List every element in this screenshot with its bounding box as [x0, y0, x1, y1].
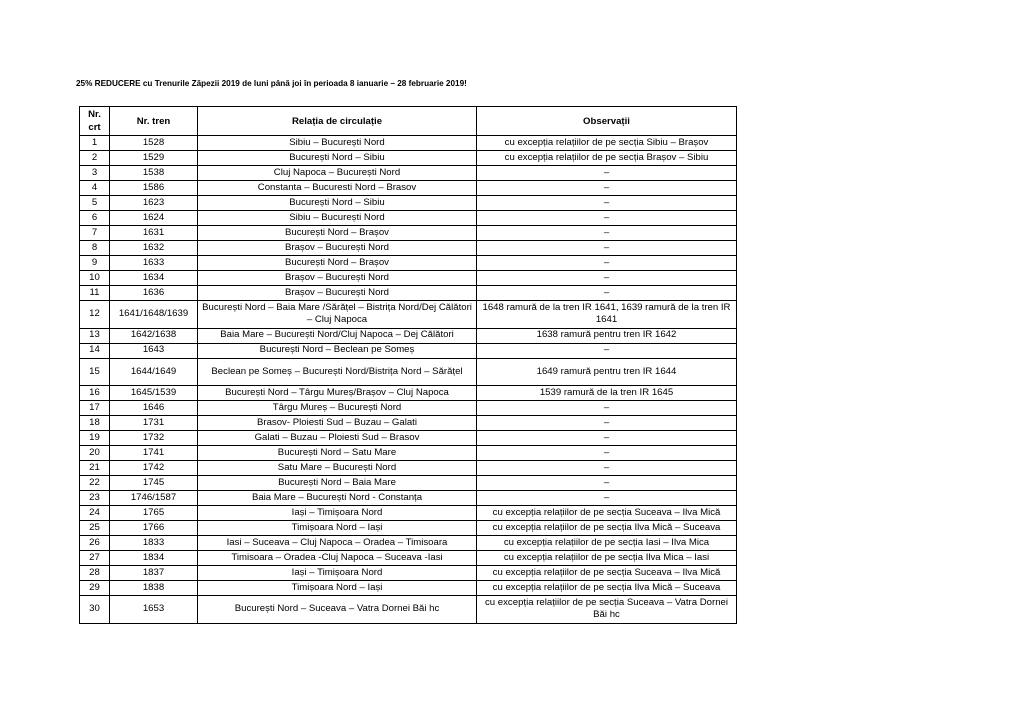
- cell-nr-crt: 8: [80, 241, 110, 256]
- cell-nr-tren: 1646: [110, 401, 198, 416]
- table-row: [80, 581, 737, 596]
- cell-nr-tren: 1833: [110, 536, 198, 551]
- cell-nr-crt: 5: [80, 196, 110, 211]
- header-nr-crt: Nr. crt: [80, 107, 110, 136]
- cell-relatia: Brasov- Ploiesti Sud – Buzau – Galati: [198, 416, 477, 431]
- cell-nr-crt: 13: [80, 328, 110, 343]
- cell-observatii: –: [477, 196, 737, 211]
- cell-observatii: 1649 ramură pentru tren IR 1644: [477, 358, 737, 386]
- cell-observatii: –: [477, 401, 737, 416]
- header-nr-tren: Nr. tren: [110, 107, 198, 136]
- cell-nr-crt: 26: [80, 536, 110, 551]
- cell-relatia: Brașov – București Nord: [198, 241, 477, 256]
- table-header-row: [80, 107, 737, 136]
- table-row: [80, 343, 737, 358]
- table-row: [80, 416, 737, 431]
- cell-nr-crt: 6: [80, 211, 110, 226]
- cell-nr-tren: 1838: [110, 581, 198, 596]
- cell-relatia: Beclean pe Someș – București Nord/Bistrița Nord – Sărățel: [198, 358, 477, 386]
- cell-nr-crt: 17: [80, 401, 110, 416]
- cell-nr-tren: 1741: [110, 446, 198, 461]
- cell-nr-tren: 1745: [110, 476, 198, 491]
- table-body: [80, 136, 737, 624]
- cell-nr-tren: 1642/1638: [110, 328, 198, 343]
- cell-nr-tren: 1529: [110, 151, 198, 166]
- cell-nr-tren: 1837: [110, 566, 198, 581]
- cell-relatia: București Nord – Sibiu: [198, 196, 477, 211]
- cell-nr-tren: 1641/1648/1639: [110, 301, 198, 329]
- cell-nr-crt: 12: [80, 301, 110, 329]
- cell-nr-crt: 10: [80, 271, 110, 286]
- cell-nr-crt: 14: [80, 343, 110, 358]
- table-row: [80, 286, 737, 301]
- cell-relatia: Târgu Mureș – București Nord: [198, 401, 477, 416]
- cell-nr-tren: 1732: [110, 431, 198, 446]
- cell-observatii: –: [477, 256, 737, 271]
- cell-observatii: cu excepția relațiilor de pe secția Ilva Mica – Iasi: [477, 551, 737, 566]
- cell-relatia: București Nord – Baia Mare /Sărățel – Bistrița Nord/Dej Călători – Cluj Napoca: [198, 301, 477, 329]
- cell-nr-crt: 28: [80, 566, 110, 581]
- cell-relatia: Timișoara Nord – Iași: [198, 581, 477, 596]
- cell-relatia: București Nord – Baia Mare: [198, 476, 477, 491]
- cell-observatii: 1539 ramură de la tren IR 1645: [477, 386, 737, 401]
- cell-observatii: cu excepția relațiilor de pe secția Suceava – Ilva Mică: [477, 566, 737, 581]
- cell-nr-crt: 18: [80, 416, 110, 431]
- cell-observatii: –: [477, 491, 737, 506]
- cell-observatii: cu excepția relațiilor de pe secția Ilva Mică – Suceava: [477, 521, 737, 536]
- document-title: 25% REDUCERE cu Trenurile Zăpezii 2019 de luni până joi în perioada 8 ianuarie – 28 februarie 2019!: [76, 79, 467, 88]
- cell-nr-tren: 1834: [110, 551, 198, 566]
- cell-nr-tren: 1742: [110, 461, 198, 476]
- cell-observatii: cu excepția relațiilor de pe secția Suceava – Vatra Dornei Băi hc: [477, 596, 737, 624]
- table-row: [80, 196, 737, 211]
- cell-observatii: –: [477, 416, 737, 431]
- cell-observatii: –: [477, 286, 737, 301]
- cell-relatia: Timisoara – Oradea -Cluj Napoca – Suceava -Iasi: [198, 551, 477, 566]
- table-row: [80, 136, 737, 151]
- cell-nr-tren: 1643: [110, 343, 198, 358]
- cell-nr-tren: 1633: [110, 256, 198, 271]
- table-row: [80, 401, 737, 416]
- header-observatii: Observații: [477, 107, 737, 136]
- table-row: [80, 181, 737, 196]
- cell-nr-crt: 21: [80, 461, 110, 476]
- cell-relatia: București Nord – Satu Mare: [198, 446, 477, 461]
- table-row: [80, 211, 737, 226]
- cell-nr-tren: 1731: [110, 416, 198, 431]
- table-row: [80, 536, 737, 551]
- cell-observatii: –: [477, 343, 737, 358]
- cell-nr-tren: 1644/1649: [110, 358, 198, 386]
- header-relatia: Relația de circulație: [198, 107, 477, 136]
- cell-observatii: –: [477, 226, 737, 241]
- cell-observatii: –: [477, 166, 737, 181]
- table-row: [80, 241, 737, 256]
- cell-observatii: cu excepția relațiilor de pe secția Sibiu – Brașov: [477, 136, 737, 151]
- cell-nr-crt: 3: [80, 166, 110, 181]
- cell-nr-tren: 1632: [110, 241, 198, 256]
- table-row: [80, 386, 737, 401]
- cell-relatia: Iași – Timișoara Nord: [198, 506, 477, 521]
- cell-observatii: –: [477, 211, 737, 226]
- cell-nr-crt: 7: [80, 226, 110, 241]
- cell-relatia: București Nord – Brașov: [198, 226, 477, 241]
- cell-observatii: –: [477, 446, 737, 461]
- cell-relatia: Satu Mare – București Nord: [198, 461, 477, 476]
- cell-observatii: cu excepția relațiilor de pe secția Ilva Mică – Suceava: [477, 581, 737, 596]
- cell-relatia: Baia Mare – București Nord/Cluj Napoca – Dej Călători: [198, 328, 477, 343]
- table-row: [80, 566, 737, 581]
- cell-observatii: cu excepția relațiilor de pe secția Suceava – Ilva Mică: [477, 506, 737, 521]
- cell-relatia: Brașov – București Nord: [198, 286, 477, 301]
- cell-nr-crt: 23: [80, 491, 110, 506]
- table-row: [80, 446, 737, 461]
- cell-observatii: –: [477, 461, 737, 476]
- cell-observatii: –: [477, 271, 737, 286]
- cell-relatia: Brașov – București Nord: [198, 271, 477, 286]
- table-row: [80, 506, 737, 521]
- cell-nr-tren: 1636: [110, 286, 198, 301]
- table-row: [80, 166, 737, 181]
- cell-nr-crt: 4: [80, 181, 110, 196]
- cell-nr-crt: 27: [80, 551, 110, 566]
- cell-observatii: 1638 ramură pentru tren IR 1642: [477, 328, 737, 343]
- table-row: [80, 328, 737, 343]
- cell-relatia: Timișoara Nord – Iași: [198, 521, 477, 536]
- cell-relatia: Iasi – Suceava – Cluj Napoca – Oradea – Timisoara: [198, 536, 477, 551]
- cell-nr-crt: 16: [80, 386, 110, 401]
- trains-table: [79, 106, 737, 624]
- cell-relatia: București Nord – Târgu Mureș/Brașov – Cluj Napoca: [198, 386, 477, 401]
- cell-nr-crt: 25: [80, 521, 110, 536]
- table-row: [80, 271, 737, 286]
- cell-nr-crt: 20: [80, 446, 110, 461]
- cell-nr-tren: 1766: [110, 521, 198, 536]
- table-row: [80, 461, 737, 476]
- cell-relatia: Iași – Timișoara Nord: [198, 566, 477, 581]
- table-row: [80, 226, 737, 241]
- table-row: [80, 551, 737, 566]
- cell-nr-crt: 1: [80, 136, 110, 151]
- cell-observatii: –: [477, 241, 737, 256]
- cell-nr-tren: 1631: [110, 226, 198, 241]
- cell-relatia: Baia Mare – București Nord - Constanța: [198, 491, 477, 506]
- cell-nr-tren: 1645/1539: [110, 386, 198, 401]
- table-row: [80, 596, 737, 624]
- cell-nr-crt: 2: [80, 151, 110, 166]
- table-row: [80, 358, 737, 386]
- cell-nr-crt: 15: [80, 358, 110, 386]
- cell-nr-tren: 1538: [110, 166, 198, 181]
- cell-nr-tren: 1765: [110, 506, 198, 521]
- cell-nr-tren: 1653: [110, 596, 198, 624]
- cell-observatii: cu excepția relațiilor de pe secția Iasi – Ilva Mica: [477, 536, 737, 551]
- cell-relatia: Cluj Napoca – București Nord: [198, 166, 477, 181]
- cell-relatia: Sibiu – București Nord: [198, 211, 477, 226]
- cell-observatii: –: [477, 181, 737, 196]
- cell-relatia: Sibiu – București Nord: [198, 136, 477, 151]
- cell-nr-tren: 1634: [110, 271, 198, 286]
- cell-nr-tren: 1528: [110, 136, 198, 151]
- table-row: [80, 491, 737, 506]
- table-row: [80, 256, 737, 271]
- cell-relatia: București Nord – Suceava – Vatra Dornei Băi hc: [198, 596, 477, 624]
- cell-nr-tren: 1746/1587: [110, 491, 198, 506]
- cell-observatii: –: [477, 476, 737, 491]
- cell-nr-crt: 29: [80, 581, 110, 596]
- cell-relatia: Constanta – Bucuresti Nord – Brasov: [198, 181, 477, 196]
- cell-nr-tren: 1623: [110, 196, 198, 211]
- cell-nr-tren: 1624: [110, 211, 198, 226]
- table-row: [80, 431, 737, 446]
- cell-nr-crt: 30: [80, 596, 110, 624]
- table-row: [80, 151, 737, 166]
- cell-observatii: 1648 ramură de la tren IR 1641, 1639 ramură de la tren IR 1641: [477, 301, 737, 329]
- cell-nr-crt: 11: [80, 286, 110, 301]
- cell-nr-crt: 19: [80, 431, 110, 446]
- table-row: [80, 521, 737, 536]
- cell-observatii: cu excepția relațiilor de pe secția Brașov – Sibiu: [477, 151, 737, 166]
- cell-nr-crt: 9: [80, 256, 110, 271]
- cell-nr-crt: 24: [80, 506, 110, 521]
- cell-relatia: București Nord – Brașov: [198, 256, 477, 271]
- cell-nr-tren: 1586: [110, 181, 198, 196]
- table-row: [80, 301, 737, 329]
- cell-relatia: Galati – Buzau – Ploiesti Sud – Brasov: [198, 431, 477, 446]
- table-row: [80, 476, 737, 491]
- cell-nr-crt: 22: [80, 476, 110, 491]
- cell-relatia: București Nord – Beclean pe Someș: [198, 343, 477, 358]
- cell-relatia: București Nord – Sibiu: [198, 151, 477, 166]
- cell-observatii: –: [477, 431, 737, 446]
